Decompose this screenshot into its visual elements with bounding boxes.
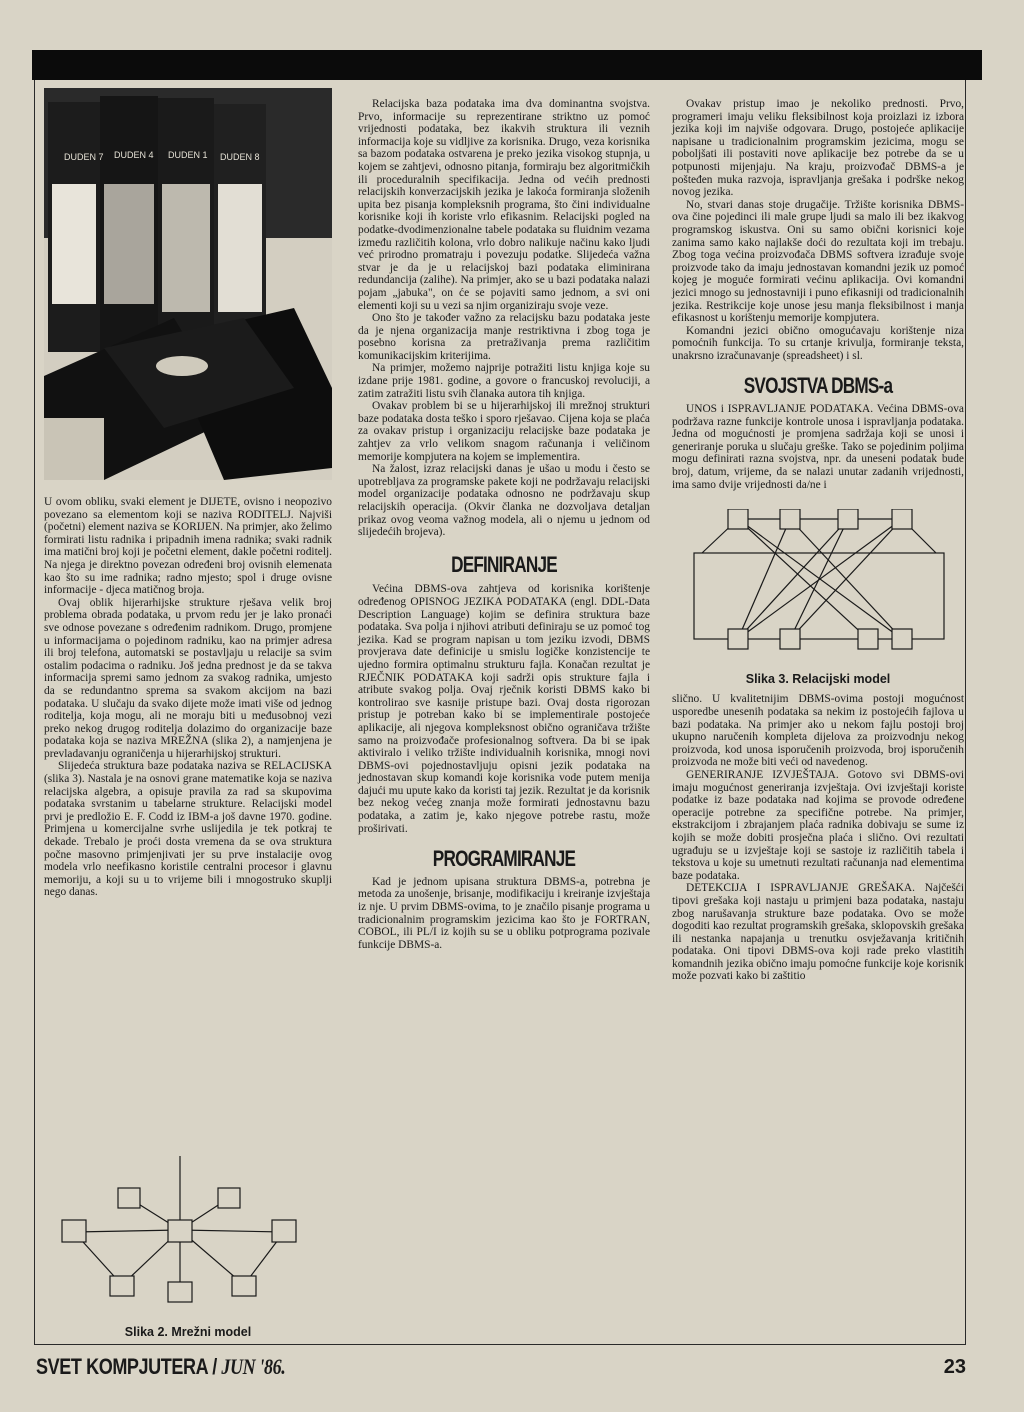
col2-paragraph: Ono što je također važno za relacijsku bazu podataka jeste da je njena organizacija manje restriktivna i zbog toga je posebno korisna za pretraživanja prema različitim komunikacijskim kriterijima. <box>358 312 650 362</box>
figure-3 <box>672 509 964 685</box>
frame-rule-right <box>965 80 966 1345</box>
network-model-diagram <box>44 1150 332 1320</box>
heading-svojstva-dbms: SVOJSTVA DBMS-a <box>743 373 893 399</box>
col3-paragraph: No, stvari danas stoje drugačije. Tržište korisnika DBMS-ova čine pojedinci ili male grupe ljudi sa malo ili bez ikakvog programskog iskustva. Oni su samo obični korisnici koje zanima samo kako najlakše doći do rezultata koji im trebaju. Zbog toga većina proizvođača DBMS softvera izrađuje svoje proizvode tako da imaju jednostavan komandni jezik uz pomoć kojeg je moguće formirati većinu aplikacija. Ovi komandni jezici mnogo su jednostavniji i puno efikasniji od tradicionalnih jezika. Restrikcije koje unose jesu manja fleksibilnost i manja efikasnost u korištenju memorije kompjutera. <box>672 198 964 325</box>
col2-paragraph: Na žalost, izraz relacijski danas je ušao u modu i često se upotrebljava za programske pakete koji ne podržavaju relacijski model organizacije podataka odnosno ne podržavaju skup relacijskih operacija. (Okvir članka ne dozvoljava detaljan prikaz ovog veoma važnog modela, ali o njemu u jednom od slijedećih brojeva). <box>358 463 650 539</box>
page-number: 23 <box>943 1356 966 1378</box>
figure-2-caption: Slika 2. Mrežni model <box>124 1325 252 1339</box>
col3-paragraph: slično. U kvalitetnijim DBMS-ovima postoji mogućnost usporedbe unesenih podataka sa nekim iz postojećih fajlova u bazi podataka. Na primjer ako u nekom fajlu postoji broj ukupno naručenih kompleta dijelova za proizvodnju nekog proizvoda, kod unosa isporučenih proizvoda, broj isporučenih proizvoda ne može biti veći od navedenog. <box>672 693 964 769</box>
figure-3-caption: Slika 3. Relacijski model <box>745 671 891 686</box>
column-1 <box>44 496 332 899</box>
col2-paragraph: Većina DBMS-ova zahtjeva od korisnika korištenje određenog OPISNOG JEZIKA PODATAKA (engl. DDL-Data Description Language) kojim se definira struktura baze podataka. Sva polja i njihovi atributi definiraju se uz pomoć tog jezika. Kad se program napisan u tom jeziku izvodi, DBMS provjerava date definicije u smislu logičke konzistencije te ujedno formira optimalnu strukturu fajla. Konačan rezultat je RJEČNIK PODATAKA koji sadrži opis strukture fajla i atribute svakog polja. Ovaj rječnik koristi DBMS kako bi kontrolirao sve kasnije pristupe bazi. Ovaj dosta rigorozan pristup je potreban kako bi se implementirale postojeće aplikacije, ali njegova kompleksnost obično ograničava tržište samo na proizvođače profesionalnog softvera. Da bi se ipak aktiviralo i veliko tržište individualnih korisnika, mnogi novi DBMS-ovi pojednostavljuju opisni jezik podataka na jednostavan skup komandi koje korisnika vode putem menija dajući mu upute kako da koristi taj jezik. Rezultat je da korisnik bez nekog većeg znanja može formirati jednostavnu bazu podataka, a zatim je, kako njegove potrebe rastu, može proširivati. <box>358 583 650 835</box>
top-black-bar <box>32 50 982 80</box>
books-and-disks-illustration <box>44 88 332 480</box>
frame-rule-bottom <box>34 1344 966 1345</box>
spine-label-1: DUDEN 7 <box>64 152 104 162</box>
col3-paragraph: DETEKCIJA I ISPRAVLJANJE GREŠAKA. Najčešći tipovi grešaka koji nastaju u primjeni baza podataka, nastaju zbog narušavanja strukture baze podataka. Ovo se može dogoditi kao rezultat programskih grešaka, sklopovskih grešaka ili nestanka napajanja u trenutku osvježavanja kritičnih podataka. Oni tipovi DBMS-ova koji rade preko vlastitih komandnih jezika obično imaju pomoćne funkcije koje korisnik može pozvati kako bi zaštitio <box>672 882 964 983</box>
col3-paragraph: Ovakav pristup imao je nekoliko prednosti. Prvo, programeri imaju veliku fleksibilnost koja proizlazi iz izbora jezika koji im najviše odgovara. Drugo, postojeće aplikacije napisane u tradicionalnim programskim jezicima, mogu se poboljšati ili postaviti nove aplikacije bez potrebe da se u potpunosti mijenjaju. Na kraju, proizvođač DBMS-a je pošteđen muka razvoja, ispravljanja grešaka i podrške nekog novog jezika. <box>672 98 964 199</box>
col1-paragraph: Slijedeća struktura baze podataka naziva se RELACIJSKA (slika 3). Nastala je na osnovi grane matematike koja se naziva relacijska algebra, a opisuje pravila za rad sa skupovima podataka svrstanim u tabelarne strukture. Relacijski model prvi je predložio E. F. Codd iz IBM-a još davne 1970. godine. Primjena u komercijalne svrhe uslijedila je tek potkraj te dekade. Trebalo je proći dosta vremena da se ova struktura počne masovno primjenjivati jer su prve instalacije ovog modela vrlo neefikasno koristile centralni procesor i glavnu memoriju, a koji su u to vrijeme bili i mnogostruko skuplji nego danas. <box>44 760 332 899</box>
col1-paragraph: Ovaj oblik hijerarhijske strukture rješava velik broj problema obrada podataka, u prvom redu jer je lako pronaći sve odnose povezane s određenim radnikom. Drugo, promjene u informacijama o pojedinom radniku, kao na primjer adresa ili broj telefona, automatski se postavljaju u relacije sa svim ostalim podacima o radniku. Još jedna prednost je da se takva informacija spremi samo jednom za svakog radnika, umjesto da se redundantno sprema sa svakom akcijom na bazi podataka. U slučaju da svako dijete može imati više od jednog roditelja, koja mogu, ali ne moraju biti u međusobnoj vezi preko nekog drugog roditelja dolazimo do organizacije baze podataka koja se naziva MREŽNA (slika 2), a namjenjena je prevladavanju ograničenja u hijerarhijskoj strukturi. <box>44 596 332 760</box>
spine-label-2: DUDEN 4 <box>114 150 154 160</box>
col3-paragraph: UNOS i ISPRAVLJANJE PODATAKA. Većina DBMS-ova podržava razne funkcije kontrole unosa i ispravljanja podataka. Jedna od mogućnosti je promjena sadržaja koji se unosi i generiranje poruka u slučaju greške. Tako se pojedinim poljima mogu definirati razna svojstva, npr. da uneseni podatak bude broj, datum, vrijeme, da se nalazi unutar zadanih vrijednosti, ima samo dvije vrijednosti da/ne i <box>672 403 964 491</box>
frame-rule-left <box>34 80 35 1345</box>
column-2 <box>358 98 650 951</box>
duden-books-photo <box>44 88 332 480</box>
col2-paragraph: Kad je jednom upisana struktura DBMS-a, potrebna je metoda za unošenje, brisanje, modifikaciju i kreiranje izvještaja iz nje. U prvim DBMS-ovima, to je značilo pisanje programa u tradicionalnim programskim jezicima kao što je FORTRAN, COBOL, ili PL/I iz kojih su se u obliku potprograma pozivale funkcije DBMS-a. <box>358 875 650 951</box>
figure-2 <box>44 1150 332 1340</box>
heading-programiranje: PROGRAMIRANJE <box>432 846 576 872</box>
magazine-footer <box>36 1354 285 1380</box>
spine-label-3: DUDEN 1 <box>168 150 208 160</box>
spine-label-4: DUDEN 8 <box>220 152 260 162</box>
col2-paragraph: Na primjer, možemo najprije potražiti listu knjiga koje su izdane prije 1981. godine, a govore o francuskoj revoluciji, a zatim zatražiti listu svih članaka autora tih knjiga. <box>358 362 650 400</box>
relational-model-diagram <box>672 509 964 669</box>
col3-paragraph: GENERIRANJE IZVJEŠTAJA. Gotovo svi DBMS-ovi imaju mogućnost generiranja izvještaja. Ovi izvještaji koriste podatke iz baze podataka nad kojima se provode određene operacije potrebne za specifične potrebe. Na primjer, ekstrakcijom i zbrajanjem plaća radnika dobivaju se sume iz kojih se može dobiti prosječna plaća i slično. Ovi rezultati ugrađuju se u izvještaje koji se sastoje iz različitih tabela i tekstova u koje su umetnuti rezultati računanja nad elementima baze podataka. <box>672 768 964 882</box>
col3-paragraph: Komandni jezici obično omogućavaju korištenje niza pomoćnih funkcija. To su crtanje krivulja, formiranje teksta, unakrsno izračunavanje (spreadsheet) i sl. <box>672 324 964 362</box>
issue-date: JUN '86. <box>221 1354 286 1379</box>
heading-definiranje: DEFINIRANJE <box>451 551 557 577</box>
col2-paragraph: Ovakav problem bi se u hijerarhijskoj ili mrežnoj strukturi baze podataka dosta teško i sporo rješavao. Cijena koja se plaća za ovakav pristup i organizaciju relacijske baze podataka je zahtjev za vrlo velikom snagom računanja i veličinom memorije kompjutera na kojem se implementira. <box>358 400 650 463</box>
column-3 <box>672 98 964 983</box>
col2-paragraph: Relacijska baza podataka ima dva dominantna svojstva. Prvo, informacije su reprezentirane striktno uz pomoć vrijednosti podataka, bez ikakvih struktura ili veznih informacija koje su vidljive za korisnika. Drugo, veza korisnika sa bazom podataka ostvarena je preko jezika visokog stupnja, u kojem se zahtjevi, odnosno pitanja, formiraju bez algoritmičkih ili proceduralnih specifikacija. Jedna od većih prednosti relacijskih konverzacijskih jezika je lakoća formiranja složenih upita bez pisanja kompleksnih programa, što čini individualne korisnike koji ih koriste vrlo efikasnim. Relacijski pogled na podatke-dvodimenzionalne tabele podataka su fluidnim vezama između različitih kolona, vrlo dobro nalikuje načinu kako ljudi već prirodno promatraju i povezuju podatke. Slijedeća važna stvar je da je u relacijskoj bazi podataka eliminirana redundancija (zalihe). Na primjer, ako se u bazi podataka nalazi pojam „jabuka", on će se pojaviti samo jednom, a svi oni elementi koji su u vezi sa njim organiziraju svoje veze. <box>358 98 650 312</box>
col1-paragraph: U ovom obliku, svaki element je DIJETE, ovisno i neopozivo povezano sa elementom koji se naziva RODITELJ. Najviši (početni) element naziva se KORIJEN. Na primjer, ako želimo formirati listu radnika i pripadnih imena radnika; svaki radnik ima matični broj koji je početni element, dakle početni roditelj. Na njega je direktno povezan određeni broj ovisnih elemenata kao što su ime radnika; radno mjesto; spol i druge ovisne informacije - djeca matičnog broja. <box>44 496 332 597</box>
magazine-name: SVET KOMPJUTERA / <box>36 1354 217 1379</box>
